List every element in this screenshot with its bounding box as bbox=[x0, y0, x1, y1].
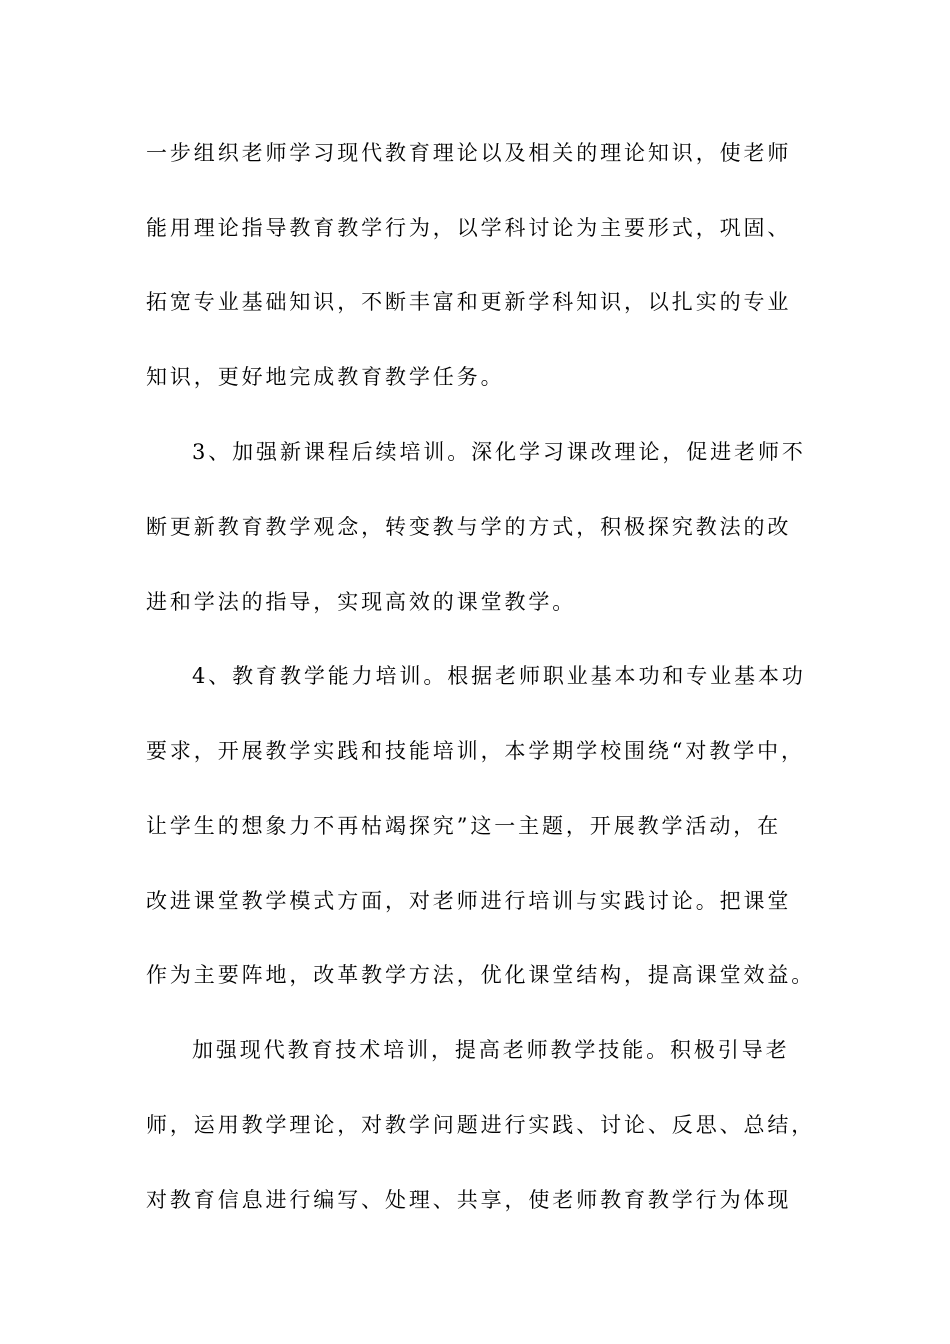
paragraph-line: 断更新教育教学观念，转变教与学的方式，积极探究教法的改 bbox=[146, 515, 792, 539]
paragraph-line: 知识，更好地完成教育教学任务。 bbox=[146, 365, 505, 389]
paragraph-line: 4、教育教学能力培训。根据老师职业基本功和专业基本功 bbox=[192, 664, 806, 688]
paragraph-line: 改进课堂教学模式方面，对老师进行培训与实践讨论。把课堂 bbox=[146, 889, 792, 913]
paragraph-line: 师，运用教学理论，对教学问题进行实践、讨论、反思、总结， bbox=[146, 1113, 816, 1137]
paragraph-line: 要求，开展教学实践和技能培训，本学期学校围绕“对教学中， bbox=[146, 739, 805, 763]
paragraph-line: 3、加强新课程后续培训。深化学习课改理论，促进老师不 bbox=[192, 440, 806, 464]
paragraph-line: 让学生的想象力不再枯竭探究”这一主题，开展教学活动，在 bbox=[146, 814, 782, 838]
paragraph-line: 对教育信息进行编写、处理、共享，使老师教育教学行为体现 bbox=[146, 1188, 792, 1212]
paragraph-line: 拓宽专业基础知识，不断丰富和更新学科知识，以扎实的专业 bbox=[146, 290, 792, 314]
paragraph-line: 能用理论指导教育教学行为，以学科讨论为主要形式，巩固、 bbox=[146, 216, 792, 240]
paragraph-line: 加强现代教育技术培训，提高老师教学技能。积极引导老 bbox=[192, 1038, 790, 1062]
paragraph-line: 一步组织老师学习现代教育理论以及相关的理论知识，使老师 bbox=[146, 141, 792, 165]
paragraph-line: 作为主要阵地，改革教学方法，优化课堂结构，提高课堂效益。 bbox=[146, 963, 816, 987]
paragraph-line: 进和学法的指导，实现高效的课堂教学。 bbox=[146, 590, 577, 614]
